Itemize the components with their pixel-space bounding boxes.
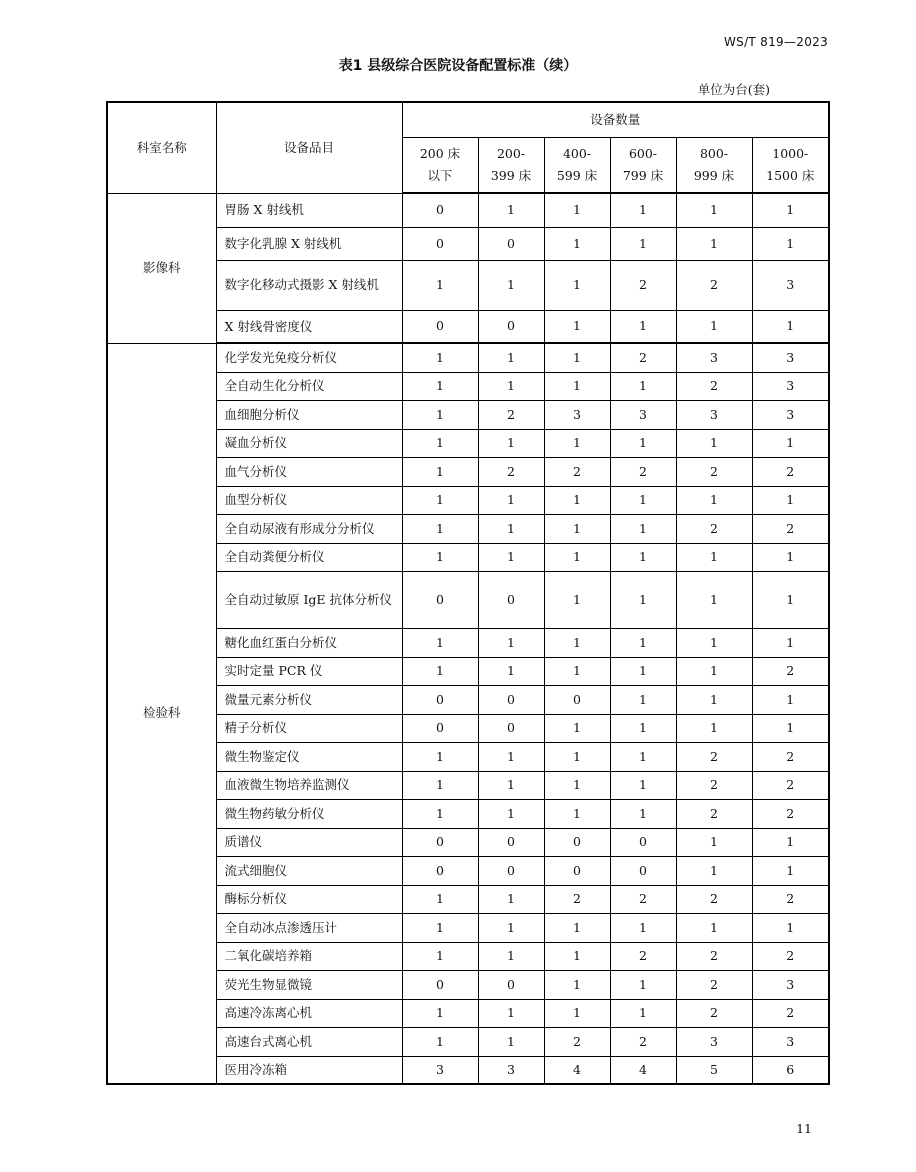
quantity-cell: 1 [402,514,478,543]
quantity-cell: 2 [676,999,752,1027]
quantity-cell: 2 [676,771,752,799]
department-cell: 检验科 [107,343,216,1084]
quantity-cell: 1 [402,486,478,514]
bed-column-label-line: 400- [562,145,592,161]
quantity-cell: 1 [478,193,544,227]
table-row [107,714,829,742]
item-header: 设备品目 [216,102,402,193]
quantity-cell: 0 [478,227,544,260]
bed-column-label-line: 800- [699,145,729,161]
bed-column-label-line: 1500 床 [766,167,815,183]
table-row [107,310,829,343]
item-cell: 微生物药敏分析仪 [216,799,402,828]
quantity-cell: 3 [752,260,829,310]
quantity-cell: 3 [610,400,676,429]
equipment-table [106,101,830,1085]
table-row [107,970,829,999]
quantity-cell: 2 [544,885,610,913]
quantity-cell: 1 [478,885,544,913]
table-row [107,913,829,942]
quantity-cell: 1 [402,913,478,942]
quantity-cell: 2 [544,1027,610,1056]
quantity-cell: 4 [544,1056,610,1084]
item-cell: 数字化乳腺 X 射线机 [216,227,402,260]
item-cell: 全自动冰点渗透压计 [216,913,402,942]
quantity-cell: 1 [610,742,676,771]
quantity-cell: 1 [478,343,544,372]
quantity-cell: 2 [676,372,752,400]
table-row [107,657,829,685]
quantity-cell: 2 [752,999,829,1027]
quantity-cell: 0 [402,571,478,628]
quantity-cell: 1 [478,486,544,514]
item-cell: 微生物鉴定仪 [216,742,402,771]
item-cell: 全自动尿液有形成分分析仪 [216,514,402,543]
quantity-cell: 0 [402,310,478,343]
quantity-cell: 1 [676,685,752,714]
quantity-cell: 1 [610,227,676,260]
quantity-cell: 2 [610,457,676,486]
quantity-cell: 2 [544,457,610,486]
quantity-cell: 1 [610,714,676,742]
quantity-cell: 1 [402,400,478,429]
quantity-cell: 1 [676,543,752,571]
item-cell: 血液微生物培养监测仪 [216,771,402,799]
quantity-cell: 1 [402,799,478,828]
quantity-cell: 0 [402,193,478,227]
table-row [107,400,829,429]
quantity-cell: 1 [610,771,676,799]
item-cell: 高速台式离心机 [216,1027,402,1056]
quantity-cell: 1 [478,657,544,685]
quantity-cell: 1 [544,514,610,543]
table-row [107,685,829,714]
quantity-cell: 1 [610,310,676,343]
item-cell: 二氧化碳培养箱 [216,942,402,970]
bed-column-header [402,137,478,193]
bed-column-header [478,137,544,193]
quantity-cell: 2 [752,942,829,970]
quantity-cell: 1 [402,999,478,1027]
item-cell: 血细胞分析仪 [216,400,402,429]
quantity-cell: 1 [544,571,610,628]
quantity-cell: 1 [610,543,676,571]
quantity-cell: 2 [676,457,752,486]
quantity-cell: 1 [544,771,610,799]
quantity-cell: 2 [752,771,829,799]
table-row [107,457,829,486]
table-row [107,771,829,799]
quantity-cell: 2 [752,457,829,486]
quantity-cell: 1 [478,771,544,799]
quantity-cell: 1 [478,628,544,657]
table-header [107,102,829,193]
quantity-cell: 1 [610,628,676,657]
item-cell: 荧光生物显微镜 [216,970,402,999]
table-row [107,193,829,227]
quantity-cell: 2 [610,1027,676,1056]
quantity-cell: 1 [544,260,610,310]
item-cell: 全自动过敏原 IgE 抗体分析仪 [216,571,402,628]
bed-column-label-line: 399 床 [490,167,532,183]
quantity-cell: 1 [478,1027,544,1056]
table-row [107,571,829,628]
quantity-cell: 1 [752,310,829,343]
quantity-cell: 1 [676,486,752,514]
quantity-cell: 1 [478,429,544,457]
quantity-cell: 0 [610,856,676,885]
quantity-cell: 0 [478,970,544,999]
quantity-cell: 1 [610,799,676,828]
quantity-cell: 3 [752,343,829,372]
quantity-cell: 1 [402,771,478,799]
table-row [107,1027,829,1056]
quantity-cell: 1 [544,970,610,999]
table-row [107,942,829,970]
quantity-cell: 0 [478,685,544,714]
quantity-cell: 0 [402,714,478,742]
quantity-cell: 3 [752,970,829,999]
table-row [107,999,829,1027]
item-cell: 医用冷冻箱 [216,1056,402,1084]
quantity-cell: 1 [676,193,752,227]
quantity-cell: 2 [610,942,676,970]
quantity-cell: 1 [752,714,829,742]
quantity-cell: 1 [402,543,478,571]
quantity-cell: 1 [544,657,610,685]
table-row [107,742,829,771]
bed-column-label-line: 999 床 [693,167,735,183]
table-row [107,514,829,543]
table-row [107,885,829,913]
quantity-cell: 1 [752,543,829,571]
quantity-cell: 1 [676,429,752,457]
bed-column-label-line: 1000- [772,145,809,161]
quantity-cell: 1 [544,999,610,1027]
quantity-cell: 2 [676,885,752,913]
department-header: 科室名称 [107,102,216,193]
quantity-cell: 1 [610,999,676,1027]
quantity-cell: 1 [402,942,478,970]
quantity-cell: 1 [676,310,752,343]
table-title: 表1 县级综合医院设备配置标准（续） [338,58,578,74]
quantity-cell: 0 [610,828,676,856]
quantity-cell: 0 [402,970,478,999]
quantity-cell: 1 [752,429,829,457]
item-cell: 数字化移动式摄影 X 射线机 [216,260,402,310]
quantity-cell: 0 [544,828,610,856]
quantity-cell: 0 [544,856,610,885]
quantity-cell: 2 [676,799,752,828]
quantity-header: 设备数量 [402,102,829,137]
quantity-cell: 1 [676,913,752,942]
quantity-cell: 1 [478,799,544,828]
item-cell: 糖化血红蛋白分析仪 [216,628,402,657]
quantity-cell: 2 [676,260,752,310]
quantity-cell: 1 [402,429,478,457]
table-row [107,799,829,828]
quantity-cell: 0 [478,571,544,628]
quantity-cell: 0 [478,310,544,343]
bed-column-header [544,137,610,193]
quantity-cell: 1 [478,999,544,1027]
quantity-cell: 1 [610,429,676,457]
item-cell: 化学发光免疫分析仪 [216,343,402,372]
item-cell: 胃肠 X 射线机 [216,193,402,227]
quantity-cell: 1 [610,372,676,400]
unit-note: 单位为台(套) [697,82,770,97]
quantity-cell: 3 [752,400,829,429]
quantity-cell: 1 [610,193,676,227]
quantity-cell: 3 [676,343,752,372]
bed-column-label-line: 200- [496,145,526,161]
quantity-cell: 1 [752,828,829,856]
quantity-cell: 3 [752,372,829,400]
table-row [107,828,829,856]
quantity-cell: 2 [478,457,544,486]
bed-column-label-line: 599 床 [556,167,598,183]
standard-code: WS/T 819—2023 [723,35,828,49]
quantity-cell: 0 [478,714,544,742]
quantity-cell: 1 [402,1027,478,1056]
group-laboratory [107,343,829,1084]
quantity-cell: 1 [676,657,752,685]
item-cell: 酶标分析仪 [216,885,402,913]
table-row [107,1056,829,1084]
page-number: 11 [796,1121,812,1136]
item-cell: 实时定量 PCR 仪 [216,657,402,685]
quantity-cell: 1 [544,227,610,260]
quantity-cell: 2 [676,742,752,771]
quantity-cell: 3 [478,1056,544,1084]
department-cell: 影像科 [107,193,216,343]
table-row [107,372,829,400]
quantity-cell: 1 [610,571,676,628]
table-row [107,486,829,514]
quantity-cell: 2 [610,260,676,310]
quantity-cell: 0 [478,856,544,885]
quantity-cell: 0 [402,685,478,714]
quantity-cell: 1 [544,543,610,571]
quantity-cell: 1 [402,457,478,486]
bed-column-label-line: 600- [628,145,658,161]
quantity-cell: 1 [402,885,478,913]
quantity-cell: 1 [752,193,829,227]
item-cell: 微量元素分析仪 [216,685,402,714]
quantity-cell: 1 [752,685,829,714]
quantity-cell: 1 [610,685,676,714]
quantity-cell: 1 [544,714,610,742]
item-cell: X 射线骨密度仪 [216,310,402,343]
quantity-cell: 3 [402,1056,478,1084]
quantity-cell: 1 [752,913,829,942]
quantity-cell: 0 [402,227,478,260]
table-row [107,628,829,657]
bed-column-header [676,137,752,193]
quantity-cell: 1 [752,571,829,628]
item-cell: 精子分析仪 [216,714,402,742]
quantity-cell: 3 [676,1027,752,1056]
quantity-cell: 0 [544,685,610,714]
bed-column-label-line: 以下 [427,167,453,183]
quantity-cell: 1 [676,828,752,856]
item-cell: 血型分析仪 [216,486,402,514]
quantity-cell: 1 [752,227,829,260]
quantity-cell: 1 [402,657,478,685]
item-cell: 全自动生化分析仪 [216,372,402,400]
quantity-cell: 2 [610,343,676,372]
group-imaging [107,193,829,343]
quantity-cell: 1 [544,742,610,771]
quantity-cell: 1 [544,193,610,227]
item-cell: 全自动粪便分析仪 [216,543,402,571]
quantity-cell: 1 [478,372,544,400]
quantity-cell: 2 [752,657,829,685]
quantity-cell: 1 [478,260,544,310]
quantity-cell: 1 [676,227,752,260]
quantity-cell: 1 [402,742,478,771]
table-row [107,343,829,372]
quantity-cell: 4 [610,1056,676,1084]
quantity-cell: 1 [544,372,610,400]
quantity-cell: 2 [676,942,752,970]
quantity-cell: 2 [610,885,676,913]
quantity-cell: 6 [752,1056,829,1084]
quantity-cell: 1 [544,628,610,657]
quantity-cell: 3 [752,1027,829,1056]
quantity-cell: 1 [610,514,676,543]
quantity-cell: 1 [676,628,752,657]
quantity-cell: 1 [478,514,544,543]
quantity-cell: 1 [478,543,544,571]
quantity-cell: 2 [752,514,829,543]
table-row [107,543,829,571]
quantity-cell: 2 [676,970,752,999]
quantity-cell: 1 [676,856,752,885]
table-row [107,227,829,260]
quantity-cell: 2 [676,514,752,543]
quantity-cell: 1 [544,942,610,970]
bed-column-header [752,137,829,193]
quantity-cell: 2 [752,885,829,913]
quantity-cell: 1 [544,429,610,457]
quantity-cell: 1 [752,856,829,885]
quantity-cell: 1 [544,799,610,828]
quantity-cell: 1 [544,486,610,514]
quantity-cell: 5 [676,1056,752,1084]
quantity-cell: 1 [478,913,544,942]
quantity-cell: 0 [402,828,478,856]
quantity-cell: 1 [478,942,544,970]
item-cell: 高速冷冻离心机 [216,999,402,1027]
quantity-cell: 1 [402,628,478,657]
quantity-cell: 3 [544,400,610,429]
quantity-cell: 1 [676,571,752,628]
quantity-cell: 1 [402,343,478,372]
quantity-cell: 1 [402,260,478,310]
quantity-cell: 1 [544,310,610,343]
quantity-cell: 2 [478,400,544,429]
quantity-cell: 1 [402,372,478,400]
quantity-cell: 1 [544,343,610,372]
quantity-cell: 1 [610,913,676,942]
quantity-cell: 1 [478,742,544,771]
table-row [107,429,829,457]
quantity-cell: 3 [676,400,752,429]
quantity-cell: 1 [610,970,676,999]
item-cell: 流式细胞仪 [216,856,402,885]
table-row [107,856,829,885]
item-cell: 凝血分析仪 [216,429,402,457]
table-row [107,260,829,310]
quantity-cell: 0 [402,856,478,885]
bed-column-header [610,137,676,193]
quantity-cell: 2 [752,742,829,771]
item-cell: 质谱仪 [216,828,402,856]
bed-column-label-line: 200 床 [419,145,461,161]
quantity-cell: 1 [752,628,829,657]
quantity-cell: 1 [610,486,676,514]
quantity-cell: 1 [676,714,752,742]
quantity-cell: 1 [752,486,829,514]
quantity-cell: 1 [610,657,676,685]
quantity-cell: 1 [544,913,610,942]
bed-column-label-line: 799 床 [622,167,664,183]
quantity-cell: 0 [478,828,544,856]
quantity-cell: 2 [752,799,829,828]
item-cell: 血气分析仪 [216,457,402,486]
